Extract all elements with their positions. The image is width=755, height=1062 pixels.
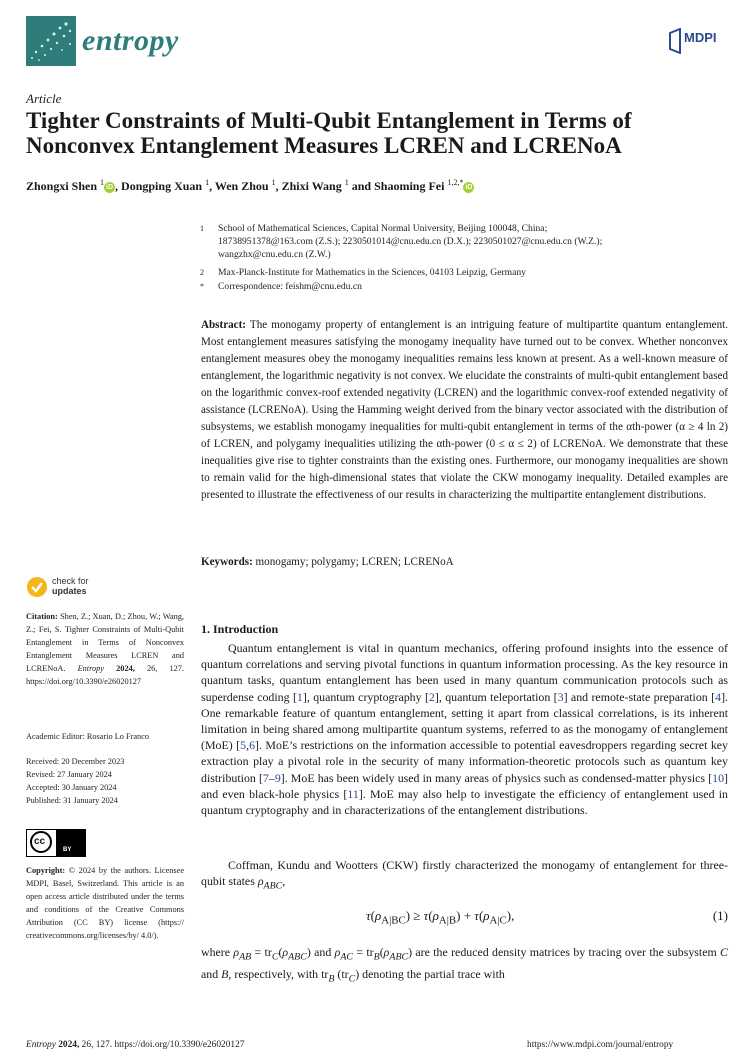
intro-paragraph-2: Coffman, Kundu and Wootters (CKW) firstly characterized the monogamy of entanglement for three-qubit states $\rho_{ABC}$, [201, 858, 728, 892]
equation-1 [201, 908, 728, 930]
article-type: Article [26, 91, 62, 106]
revised-date: Revised: 27 January 2024 [26, 770, 112, 780]
academic-editor: Academic Editor: Rosario Lo Franco [26, 732, 150, 741]
correspondence: Correspondence: feishm@cnu.edu.cn [218, 281, 362, 292]
author-list: Zhongxi Shen $^1$iD , Dongping Xuan $^1$, Wen Zhou $^1$, Zhixi Wang $^1$ and Shaoming Fei $^{1,2,*}$iD [26, 178, 473, 193]
cc-by-license-badge[interactable]: cc BY [26, 829, 86, 857]
keywords-text: monogamy; polygamy; LCREN; LCRENoA [255, 556, 454, 568]
received-date: Received: 20 December 2023 [26, 757, 125, 766]
section-heading: 1. Introduction [201, 622, 279, 636]
accepted-date: Accepted: 30 January 2024 [26, 783, 117, 793]
keywords-label: Keywords: [201, 556, 253, 568]
author-name[interactable]: Zhongxi Shen [26, 179, 98, 193]
abstract-text: The monogamy property of entanglement is an intriguing feature of multipartite quantum entanglement. Most entanglement measures satisfying the monogamy inequality have turned out to be convex. Whether nonconvex entanglement measures obey the monogamy inequalities remains less known at present. As a well-known measure of entanglement, the logarithmic negativity is not convex. We elucidate the constraints of multi-qubit entanglement based on the logarithmic convex-roof extended negativity (LCREN) and the logarithmic convex-roof extended negativity of assistance (LCRENoA). Using the Hamming weight derived from the binary vector associated with the distribution of subsystems, we establish monogamy inequalities for multi-qubit entanglement in terms of the αth-power (α ≥ 4 ln 2) of LCREN, and polygamy inequalities utilizing the αth-power (0 ≤ α ≤ 2) of LCRENoA. We demonstrate that these inequalities give rise to tighter constraints than the existing ones. Furthermore, our monogamy inequalities are shown to remain valid for the high-dimensional states that violate the CKW monogamy inequality. Detailed examples are presented to illustrate the effectiveness of our results in characterizing the multipartite entanglement distributions. [201, 319, 728, 502]
citation-block: Citation: Shen, Z.; Xuan, D.; Zhou, W.; Wang, Z.; Fei, S. Tighter Constraints of Multi-Qubit Entanglement in Terms of Nonconvex Entanglement Measures LCREN and LCRENoA. Entropy 2024, 26, 127. https://doi.org/10.3390/e26020127 [26, 612, 185, 687]
dates-block [26, 755, 124, 807]
affiliation-2: Max-Planck-Institute for Mathematics in the Sciences, 04103 Leipzig, Germany [218, 267, 526, 278]
orcid-icon[interactable]: iD [465, 184, 473, 191]
published-date: Published: 31 January 2024 [26, 796, 118, 806]
affiliations: 1 School of Mathematical Sciences, Capital Normal University, Beijing 100048, China; 18738951378@163.com (Z.S.); 2230501014@cnu.edu.cn (D.X.); 2230501027@cnu.edu.cn (W.Z.); wangzhx@cnu.edu.cn (Z.W.) 2 Max-Planck-Institute for Mathematics in the Sciences, 04103 Leipzig, Germany * Correspondence: feishm@cnu.edu.cn [0, 222, 755, 302]
footer-citation: Entropy 2024, 26, 127. https://doi.org/10.3390/e26020127 [26, 1040, 245, 1050]
author-name[interactable]: Shaoming Fei [374, 179, 445, 193]
abstract-label: Abstract: [201, 319, 246, 331]
journal-name: entropy [82, 24, 179, 57]
journal-logo [26, 16, 76, 66]
journal-url-link[interactable]: https://www.mdpi.com/journal/entropy [527, 1040, 674, 1050]
abstract [201, 317, 728, 505]
intro-paragraph-1: Quantum entanglement is vital in quantum mechanics, offering profound insights into the essence of quantum correlations and serving pivotal functions in quantum information processing. As the key resource in quantum tasks, quantum entanglement has been used in many quantum communication protocols such as superdense coding [1], quantum cryptography [2], quantum teleportation [3] and remote-state preparation [4]. One remarkable feature of quantum entanglement, setting it apart from classical correlations, is its inherent limitation in being shared among multipartite quantum systems, referred to as the monogamy of entanglement (MoE) [5,6]. MoE’s restrictions on the information accessible to potential eavesdroppers regarding secret key extraction play a pivotal role in the security of many information-theoretic protocols such as quantum key distribution [7–9]. MoE has been widely used in many areas of physics such as condensed-matter physics [10] and even black-hole physics [11]. MoE may also help to investigate the efficiency of entanglement used in quantum cryptography and in characterizations of the entanglement distributions. [201, 641, 729, 818]
keywords [201, 556, 728, 568]
affiliation-1: School of Mathematical Sciences, Capital Normal University, Beijing 100048, China; 18738951378@163.com (Z.S.); 2230501014@cnu.edu.cn (D.X.); 2230501027@cnu.edu.cn (W.Z.); wangzhx@cnu.edu.cn (Z.W.) [218, 223, 603, 260]
author-name[interactable]: Dongping Xuan [121, 179, 203, 193]
copyright-notice: Copyright: © 2024 by the authors. Licensee MDPI, Basel, Switzerland. This article is an open access article distributed under the terms and conditions of the Creative Commons Attribution (CC BY) license (https:// creativecommons.org/licenses/by/ 4.0/). [26, 866, 185, 941]
article-title: Tighter Constraints of Multi-Qubit Entanglement in Terms of Nonconvex Entanglement Measures LCREN and LCRENoA [26, 108, 632, 158]
orcid-icon[interactable]: iD [106, 184, 114, 191]
check-icon [26, 576, 48, 598]
author-name[interactable]: Wen Zhou [214, 179, 269, 193]
equation-number: (1) [712, 908, 728, 923]
intro-paragraph-3: where $\rho_{AB} = tr_C(\rho_{ABC})$ and $\rho_{AC} = tr_B(\rho_{ABC})$ are the reduced density matrices by tracing over the subsystem C and B, respectively, with $tr_B$ $(tr_C)$ denoting the partial trace with [201, 945, 728, 984]
equation-formula: $\tau(\rho_{A|BC}) \ge \tau(\rho_{A|B}) + \tau(\rho_{A|C})$, [366, 908, 515, 927]
author-name[interactable]: Zhixi Wang [281, 179, 342, 193]
publisher-name: MDPI [684, 30, 717, 45]
